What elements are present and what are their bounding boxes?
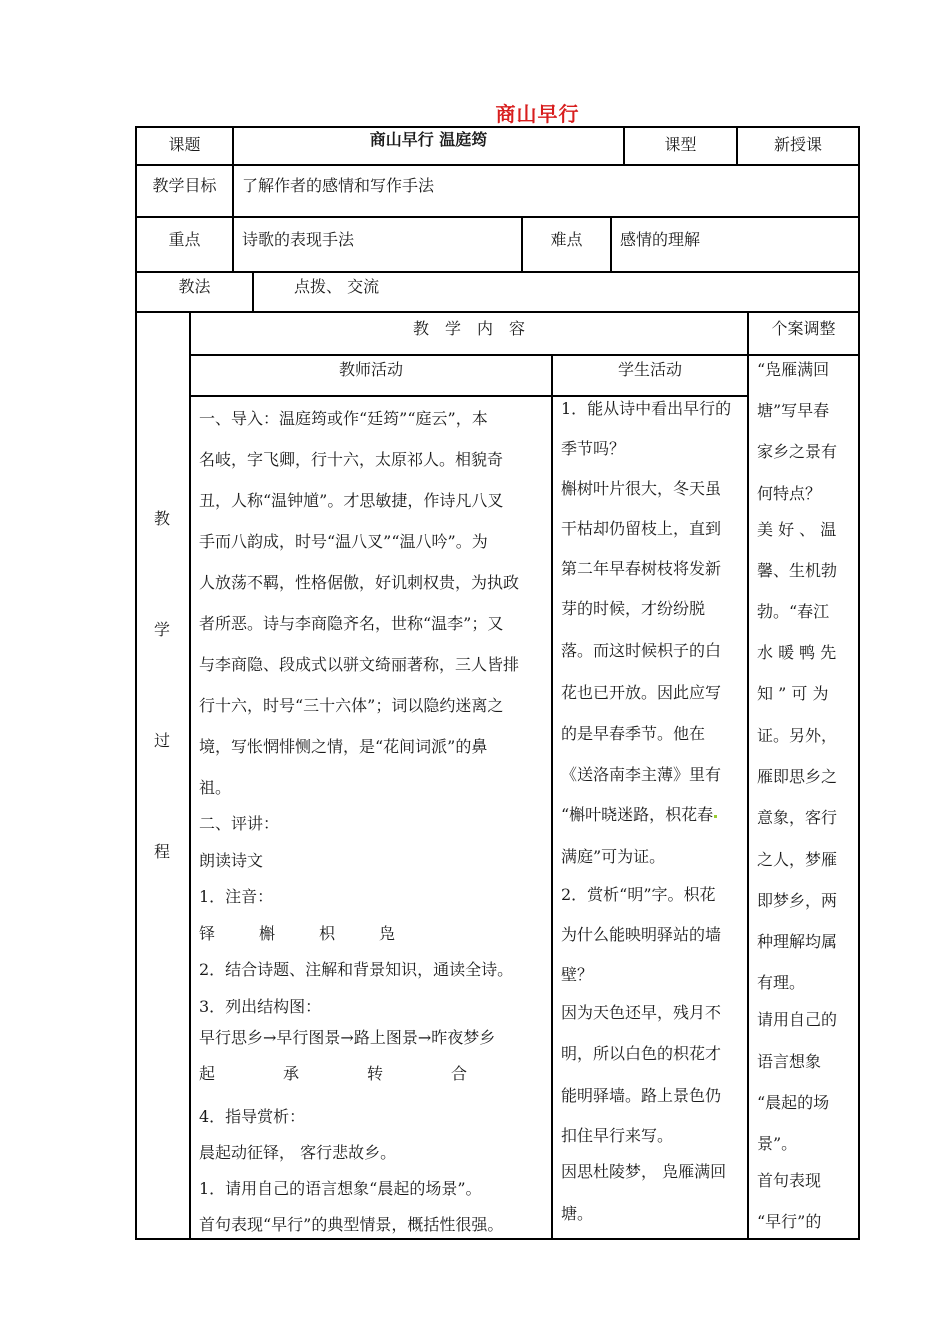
adjust-line: 之人，梦雁 [757, 850, 838, 869]
teacher-line: 者所恶。诗与李商隐齐名，世称“温李”；又 [199, 614, 504, 633]
adjust-line: 即梦乡，两 [757, 891, 838, 910]
student-line: 的是早春季节。他在 [561, 724, 706, 743]
teacher-line: 与李商隐、段成式以骈文绮丽著称，三人皆排 [199, 655, 520, 674]
structure-part: 合 [450, 1064, 467, 1083]
student-line: 季节吗？ [561, 439, 626, 458]
structure-flow: 早行思乡→早行图景→路上图景→昨夜梦乡 [199, 1028, 496, 1047]
method-value: 点拨、 交流 [294, 277, 380, 296]
teacher-line: 人放荡不羁，性格倨傲，好讥刺权贵，为执政 [199, 573, 520, 592]
student-line: 《送洛南李主薄》里有 [561, 765, 722, 784]
student-line: 扣住早行来写。 [561, 1126, 674, 1145]
structure-part: 承 [282, 1064, 299, 1083]
teacher-guide [199, 1099, 503, 1243]
student-line: 2．赏析“明”字。枳花 [561, 885, 716, 904]
student-line: 因为天色还早，残月不 [561, 1003, 722, 1022]
student-line: 芽的时候，才纷纷脱 [561, 599, 706, 618]
teacher-review [199, 806, 513, 1025]
student-line: 因思杜陵梦， 凫雁满回 [561, 1162, 727, 1181]
method-label: 教法 [178, 277, 211, 296]
type-label: 课型 [664, 135, 697, 154]
teacher-line: 二、评讲： [199, 814, 280, 833]
student-line: 落。而这时候枳子的白 [561, 641, 722, 660]
key-value: 诗歌的表现手法 [242, 230, 355, 249]
adjust-line: “早行”的 [757, 1212, 822, 1231]
mark-dot [714, 815, 717, 818]
adjust-line: 馨、生机勃 [757, 561, 838, 580]
teacher-line: 行十六，时号“三十六体”；词以隐约迷离之 [199, 696, 504, 715]
teacher-line: 朗读诗文 [199, 850, 264, 870]
content-header: 教 学 内 容 [412, 319, 525, 338]
key-label: 重点 [168, 230, 201, 249]
student-line: 槲树叶片很大，冬天虽 [561, 479, 722, 498]
adjust-line: 勃。“春江 [757, 602, 830, 621]
adjust-line: “凫雁满回 [757, 360, 830, 379]
teacher-line: 名岐，字飞卿，行十六，太原祁人。相貌奇 [199, 450, 504, 469]
adjust-line: 种理解均属 [757, 932, 838, 951]
adjust-line: 何特点？ [757, 484, 822, 503]
process-label-1: 教 [154, 509, 171, 528]
process-label-4: 程 [154, 842, 171, 861]
adjust-line: 景”。 [757, 1134, 798, 1153]
teacher-header: 教师活动 [338, 360, 403, 379]
teacher-line: 3．列出结构图： [199, 996, 322, 1016]
student-line [561, 804, 717, 826]
teacher-line: 晨起动征铎， 客行悲故乡。 [199, 1143, 397, 1162]
structure-part: 转 [366, 1064, 383, 1083]
student-line: 满庭”可为证。 [561, 847, 666, 866]
student-line: 塘。 [561, 1204, 594, 1223]
adjust-line: 语言想象 [757, 1052, 822, 1071]
teacher-line: 4．指导赏析： [199, 1107, 306, 1126]
process-label-2: 学 [154, 620, 171, 639]
structure-part: 起 [199, 1064, 216, 1083]
teacher-line: 祖。 [199, 778, 232, 797]
topic-label: 课题 [168, 135, 201, 154]
teacher-line: 境，写怅惘悱恻之情，是“花间词派”的鼻 [199, 737, 488, 756]
adjust-line: “晨起的场 [757, 1093, 830, 1112]
adjust-line: 美 好 、 温 [757, 520, 837, 539]
student-line: 壁？ [561, 965, 594, 984]
adjust-line: 水 暖 鸭 先 [757, 643, 837, 662]
student-line: 为什么能映明驿站的墙 [561, 925, 722, 944]
teacher-line: 铎 槲 枳 凫 [199, 923, 410, 943]
teacher-intro [199, 398, 519, 808]
student-header: 学生活动 [617, 360, 682, 379]
goal-label: 教学目标 [152, 176, 217, 195]
difficulty-label: 难点 [550, 230, 583, 249]
process-label-3: 过 [154, 731, 171, 750]
adjust-line: 有理。 [757, 973, 806, 992]
adjust-line: 证。另外， [757, 726, 838, 745]
adjust-line: 首句表现 [757, 1171, 822, 1190]
adjust-line: 知 ” 可 为 [757, 684, 829, 703]
teacher-line: 1．注音： [199, 887, 274, 906]
teacher-line: 手而八韵成，时号“温八叉”“温八吟”。为 [199, 532, 488, 551]
student-line: 1．能从诗中看出早行的 [561, 399, 732, 418]
student-line: 干枯却仍留枝上，直到 [561, 519, 722, 538]
goal-value: 了解作者的感情和写作手法 [242, 176, 435, 195]
teacher-line: 丑，人称“温钟馗”。才思敏捷，作诗凡八叉 [199, 491, 504, 510]
difficulty-value: 感情的理解 [620, 230, 701, 249]
page-title: 商山早行 [495, 102, 580, 126]
teacher-line: 首句表现“早行”的典型情景，概括性很强。 [199, 1215, 504, 1234]
structure-parts [199, 1063, 467, 1085]
adjust-line: 塘”写早春 [757, 401, 830, 420]
teacher-line: 2．结合诗题、注解和背景知识，通读全诗。 [199, 960, 514, 979]
student-line: 明，所以白色的枳花才 [561, 1044, 722, 1063]
teacher-line: 1．请用自己的语言想象“晨起的场景”。 [199, 1179, 482, 1198]
topic-value: 商山早行 温庭筠 [369, 130, 488, 149]
adjust-line: 雁即思乡之 [757, 767, 838, 786]
adjust-line: 意象，客行 [757, 808, 838, 827]
student-line-text: “槲叶晓迷路，枳花春 [561, 805, 714, 824]
student-line: 第二年早春树枝将发新 [561, 559, 722, 578]
teacher-line: 一、导入：温庭筠或作“廷筠”“庭云”，本 [199, 409, 488, 428]
adjust-line: 家乡之景有 [757, 442, 838, 461]
adjust-line: 请用自己的 [757, 1010, 838, 1029]
student-line: 花也已开放。因此应写 [561, 683, 722, 702]
type-value: 新授课 [773, 135, 822, 154]
adjust-header: 个案调整 [771, 319, 836, 338]
student-line: 能明驿墙。路上景色仍 [561, 1086, 722, 1105]
